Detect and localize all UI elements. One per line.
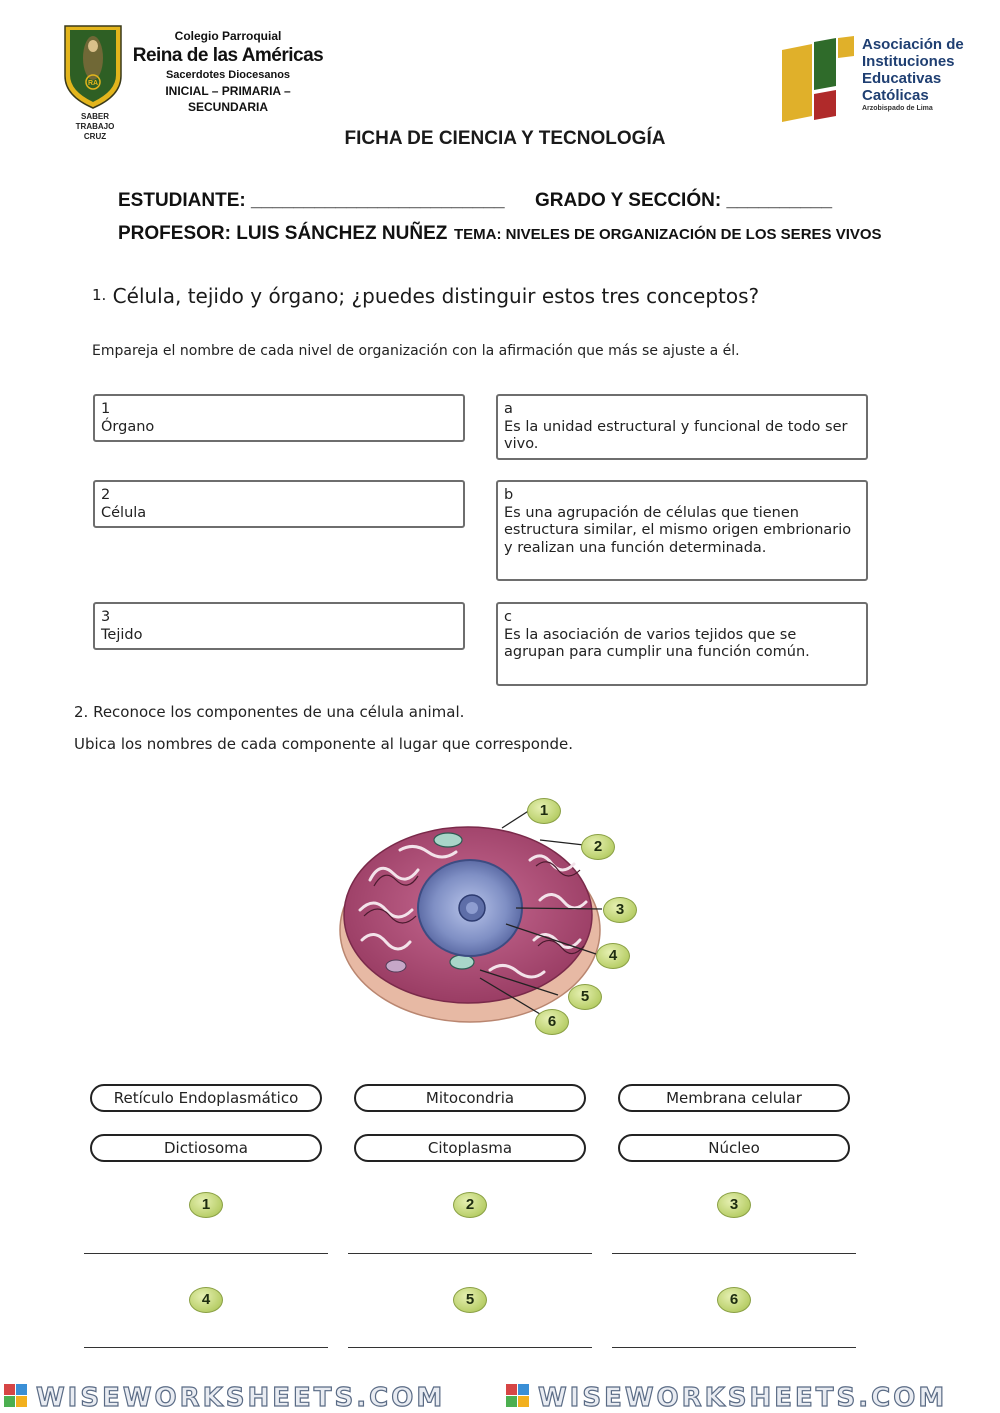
option-membrana-celular[interactable]: Membrana celular xyxy=(618,1084,850,1112)
term-text: Célula xyxy=(101,504,147,521)
school-crest-icon xyxy=(62,24,124,110)
question-1-number: 1. xyxy=(92,286,107,304)
watermark-text-2: WISEWORKSHEETS.COM xyxy=(538,1383,948,1413)
association-line-1: Asociación de xyxy=(862,36,964,53)
answer-slot-label-3: 3 xyxy=(717,1192,751,1218)
option-nucleo[interactable]: Núcleo xyxy=(618,1134,850,1162)
answer-slot-label-5: 5 xyxy=(453,1287,487,1313)
watermark-badge-icon xyxy=(4,1384,27,1407)
school-line-1: Colegio Parroquial xyxy=(174,29,282,43)
diagram-label-6: 6 xyxy=(535,1009,569,1035)
answer-slot-label-4: 4 xyxy=(189,1287,223,1313)
school-levels: INICIAL – PRIMARIA – SECUNDARIA xyxy=(165,84,291,114)
definition-key: c xyxy=(504,609,512,625)
term-text: Tejido xyxy=(101,626,143,643)
option-mitocondria[interactable]: Mitocondria xyxy=(354,1084,586,1112)
student-field-label[interactable]: ESTUDIANTE: ________________________ xyxy=(118,190,505,211)
term-text: Órgano xyxy=(101,418,155,435)
watermark-text-1: WISEWORKSHEETS.COM xyxy=(36,1383,446,1413)
svg-text:RA: RA xyxy=(87,80,99,87)
term-box-3[interactable] xyxy=(93,602,465,650)
option-dictiosoma[interactable]: Dictiosoma xyxy=(90,1134,322,1162)
definition-text: Es una agrupación de células que tienen estructura similar, el mismo origen embrionario y realizan una función determinada. xyxy=(504,504,852,556)
diagram-label-5: 5 xyxy=(568,984,602,1010)
question-1-title xyxy=(92,284,852,308)
diagram-label-2: 2 xyxy=(581,834,615,860)
school-name-block xyxy=(128,28,328,115)
motto-line-1: SABER xyxy=(80,112,109,121)
association-logo-icon xyxy=(778,36,858,124)
definition-key: a xyxy=(504,401,513,417)
diagram-label-3: 3 xyxy=(603,897,637,923)
association-line-4: Católicas xyxy=(862,87,929,104)
option-reticulo-endoplasmatico[interactable]: Retículo Endoplasmático xyxy=(90,1084,322,1112)
definition-text: Es la unidad estructural y funcional de todo ser vivo. xyxy=(504,418,848,452)
wiseworksheets-watermark xyxy=(0,1378,1000,1413)
animal-cell-diagram xyxy=(330,790,650,1040)
question-1-text: Célula, tejido y órgano; ¿puedes distinguir estos tres conceptos? xyxy=(112,284,760,308)
answer-slot-label-6: 6 xyxy=(717,1287,751,1313)
option-citoplasma[interactable]: Citoplasma xyxy=(354,1134,586,1162)
document-title: FICHA DE CIENCIA Y TECNOLOGÍA xyxy=(344,128,666,149)
association-line-2: Instituciones xyxy=(862,53,955,70)
definition-text: Es la asociación de varios tejidos que se agrupan para cumplir una función común. xyxy=(504,626,810,660)
association-line-3: Educativas xyxy=(862,70,942,87)
answer-line-6[interactable] xyxy=(612,1347,856,1348)
answer-slot-label-2: 2 xyxy=(453,1192,487,1218)
question-2-instruction: Ubica los nombres de cada componente al lugar que corresponde. xyxy=(74,735,573,753)
definition-box-b[interactable] xyxy=(496,480,868,581)
motto-line-2: TRABAJO xyxy=(75,122,115,131)
answer-line-2[interactable] xyxy=(348,1253,592,1254)
answer-line-5[interactable] xyxy=(348,1347,592,1348)
term-box-2[interactable] xyxy=(93,480,465,528)
association-subline: Arzobispado de Lima xyxy=(862,105,933,112)
watermark-badge-icon xyxy=(506,1384,529,1407)
term-box-1[interactable] xyxy=(93,394,465,442)
definition-box-a[interactable] xyxy=(496,394,868,460)
definition-key: b xyxy=(504,487,514,503)
answer-slot-label-1: 1 xyxy=(189,1192,223,1218)
grade-field-label[interactable]: GRADO Y SECCIÓN: __________ xyxy=(535,190,833,211)
school-name: Reina de las Américas xyxy=(132,45,324,66)
association-name-block xyxy=(862,36,992,114)
term-key: 3 xyxy=(101,609,111,625)
question-1-instruction: Empareja el nombre de cada nivel de organización con la afirmación que más se ajuste a él. xyxy=(92,343,740,359)
term-key: 2 xyxy=(101,487,111,503)
teacher-label: PROFESOR: LUIS SÁNCHEZ NUÑEZ xyxy=(118,223,448,244)
answer-line-3[interactable] xyxy=(612,1253,856,1254)
definition-box-c[interactable] xyxy=(496,602,868,686)
motto-line-3: CRUZ xyxy=(83,132,107,141)
answer-line-1[interactable] xyxy=(84,1253,328,1254)
question-2-title: 2. Reconoce los componentes de una célula animal. xyxy=(74,703,465,721)
topic-label: TEMA: NIVELES DE ORGANIZACIÓN DE LOS SERES VIVOS xyxy=(454,226,882,243)
term-key: 1 xyxy=(101,401,111,417)
diagram-label-4: 4 xyxy=(596,943,630,969)
answer-line-4[interactable] xyxy=(84,1347,328,1348)
diagram-label-1: 1 xyxy=(527,798,561,824)
school-line-3: Sacerdotes Diocesanos xyxy=(165,69,291,81)
